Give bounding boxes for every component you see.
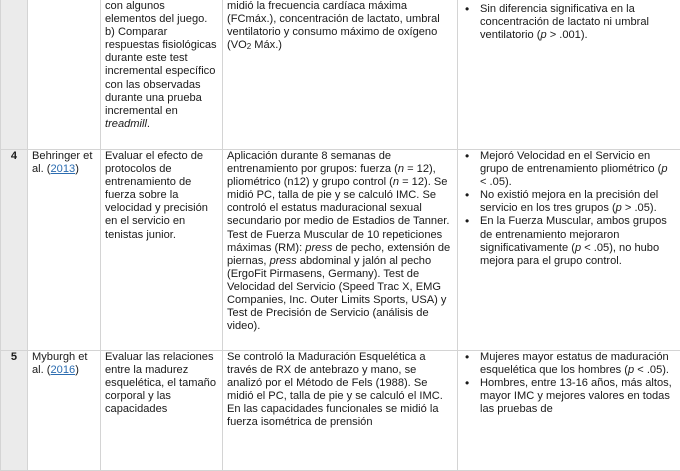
text-run: < .05). — [480, 176, 512, 188]
author-cell — [28, 0, 101, 150]
study-number-cell: 4 — [1, 150, 28, 351]
text-run: Hombres, entre 13-16 años, más altos, mayor IMC y mejores valores en todas las pruebas de — [480, 377, 672, 415]
author-close: ) — [75, 364, 79, 376]
list-item — [462, 150, 676, 189]
text-run: Evaluar el efecto de protocolos de entrenamiento de fuerza sobre la velocidad y precisión en el servicio en tenistas junior. — [105, 150, 208, 241]
objective-cell — [101, 351, 223, 471]
text-run: Aplicación durante 8 semanas de entrenamiento por grupos: fuerza ( — [227, 150, 398, 175]
italic-text: p — [661, 163, 667, 175]
text-run: > .05). — [622, 202, 657, 214]
year-citation-link[interactable]: 2013 — [51, 163, 76, 175]
list-item — [462, 189, 676, 215]
text-run: Evaluar las relaciones entre la madurez esquelética, el tamaño corporal y las capacidades — [105, 351, 216, 415]
results-list — [462, 351, 676, 416]
method-cell — [223, 150, 458, 351]
italic-text: p — [540, 29, 546, 41]
results-list — [462, 3, 676, 42]
method-cell — [223, 0, 458, 150]
italic-text: n — [398, 163, 404, 175]
author-name: Myburgh et al. ( — [32, 351, 88, 376]
text-run: de pecho, extensión de piernas, — [227, 242, 450, 267]
objective-cell — [101, 0, 223, 150]
text-run: Sin diferencia significativa en la concentración de lactato ni umbral ventilatorio ( — [480, 3, 649, 41]
list-item — [462, 3, 676, 42]
italic-text: press — [270, 255, 297, 267]
table-row — [1, 0, 680, 150]
text-run: = 12), pliométrico (n12) y grupo control ( — [227, 163, 436, 188]
study-number-cell: 5 — [1, 351, 28, 471]
subscript-text: 2 — [247, 42, 251, 51]
text-run: < .05). — [634, 364, 669, 376]
italic-text: n — [393, 176, 399, 188]
table-row — [1, 150, 680, 351]
italic-text: press — [305, 242, 332, 254]
objective-cell — [101, 150, 223, 351]
study-number-cell — [1, 0, 28, 150]
text-run: Se controló la Maduración Esquelética a través de RX de antebrazo y mano, se analizó por el Método de Fels (1988). Se midió el PC, talla de pie y se calculó el IMC. En las capacidades funcionales se midió la fuerza isométrica de prensión — [227, 351, 443, 428]
author-cell — [28, 150, 101, 351]
method-cell — [223, 351, 458, 471]
list-item — [462, 377, 676, 416]
italic-text: treadmill — [105, 118, 147, 130]
text-run: No existió mejora en la precisión del servicio en los tres grupos ( — [480, 189, 658, 214]
text-run: con algunos elementos del juego. b) Comparar respuestas fisiológicas durante este test incremental específico con las observadas durante una prueba incremental en — [105, 0, 217, 117]
results-cell — [458, 150, 680, 351]
results-cell — [458, 0, 680, 150]
text-run: Máx.) — [251, 39, 282, 51]
results-list — [462, 150, 676, 268]
author-name: Behringer et al. ( — [32, 150, 92, 175]
table-row — [1, 351, 680, 471]
text-run: > .001). — [547, 29, 588, 41]
italic-text: p — [575, 242, 581, 254]
text-run: . — [147, 118, 150, 130]
text-run: abdominal y jalón al pecho (ErgoFit Pirmasens, Germany). Test de Velocidad del Servicio (Speed Trac X, EMG Companies, Inc. Outer Limits Sports, USA) y Test de Precisión de Servicio (análisis de video). — [227, 255, 446, 332]
text-run: < .05), no hubo mejora para el grupo control. — [480, 242, 659, 267]
year-citation-link[interactable]: 2016 — [51, 364, 76, 376]
text-run: = 12). Se midió PC, talla de pie y se calculó IMC. Se controló el estatus maduracional sexual secundario por medio de Estadios de Tanner. Test de Fuerza Muscular de 10 repeticiones máximas (RM): — [227, 176, 449, 253]
text-run: midió la frecuencia cardíaca máxima (FCmáx.), concentración de lactato, umbral ventilatorio y consumo máximo de oxígeno (VO — [227, 0, 440, 51]
text-run: Mejoró Velocidad en el Servicio en grupo de entrenamiento pliométrico ( — [480, 150, 661, 175]
italic-text: p — [616, 202, 622, 214]
text-run: En la Fuerza Muscular, ambos grupos de entrenamiento mejoraron significativamente ( — [480, 215, 667, 253]
list-item — [462, 351, 676, 377]
author-cell — [28, 351, 101, 471]
results-cell — [458, 351, 680, 471]
list-item — [462, 215, 676, 267]
author-close: ) — [75, 163, 79, 175]
text-run: Mujeres mayor estatus de maduración esquelética que los hombres ( — [480, 351, 669, 376]
italic-text: p — [628, 364, 634, 376]
